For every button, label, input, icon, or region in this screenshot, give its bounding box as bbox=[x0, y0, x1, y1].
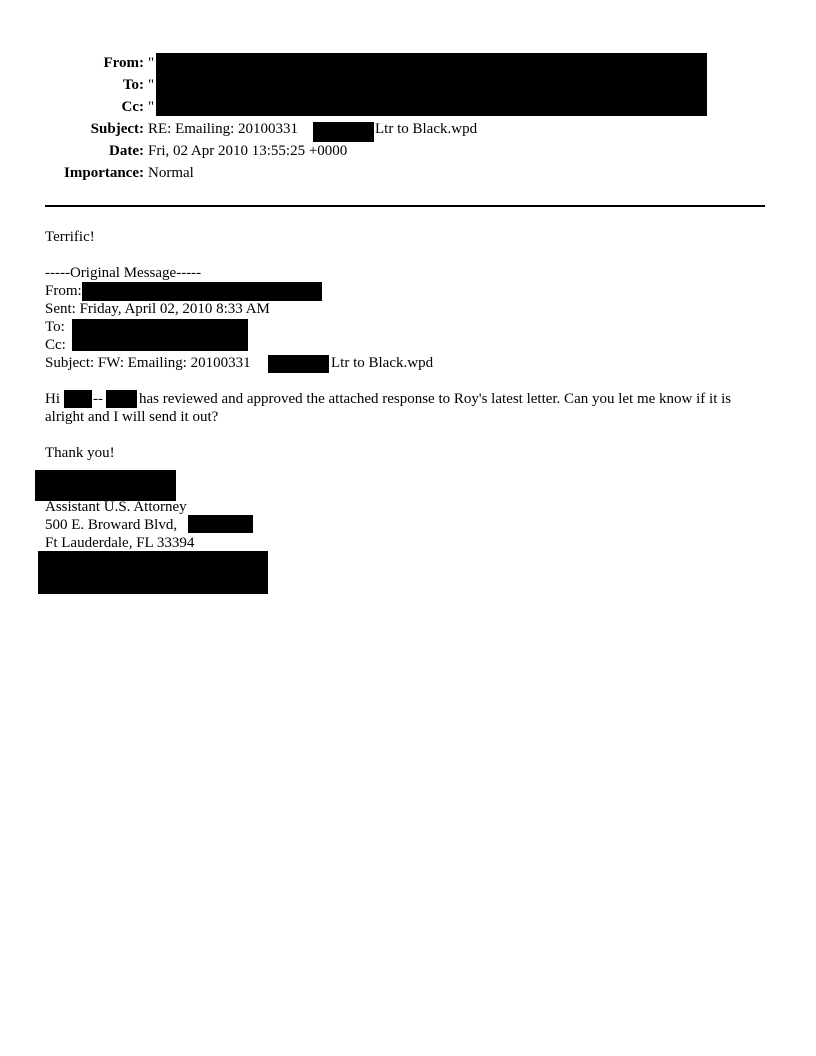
cc-label: Cc: bbox=[121, 99, 144, 115]
signature-address2: Ft Lauderdale, FL 33394 bbox=[45, 535, 195, 551]
header-divider bbox=[45, 205, 765, 207]
from-value: " bbox=[148, 55, 155, 71]
importance-label: Importance: bbox=[64, 165, 144, 181]
original-cc-label: Cc: bbox=[45, 337, 66, 353]
subject-value-suffix: Ltr to Black.wpd bbox=[375, 121, 478, 137]
message-line1: has reviewed and approved the attached response to Roy's latest letter. Can you let me know if it is bbox=[139, 391, 732, 407]
original-subject-suffix: Ltr to Black.wpd bbox=[331, 355, 434, 371]
date-value: Fri, 02 Apr 2010 13:55:25 +0000 bbox=[148, 143, 348, 159]
original-subject-prefix: Subject: FW: Emailing: 20100331 bbox=[45, 355, 251, 371]
message-hi: Hi bbox=[45, 391, 60, 407]
redaction-header-recipients bbox=[156, 53, 707, 116]
redaction-subject bbox=[313, 122, 374, 142]
subject-value-prefix: RE: Emailing: 20100331 bbox=[148, 121, 298, 137]
redaction-address-suite bbox=[188, 515, 253, 533]
original-sent: Sent: Friday, April 02, 2010 8:33 AM bbox=[45, 301, 270, 317]
cc-value: " bbox=[148, 99, 155, 115]
from-label: From: bbox=[103, 55, 144, 71]
subject-label: Subject: bbox=[90, 121, 144, 137]
signature-address1: 500 E. Broward Blvd, bbox=[45, 517, 178, 533]
thanks-text: Thank you! bbox=[45, 445, 115, 461]
to-label: To: bbox=[122, 77, 144, 93]
redaction-signature-contact bbox=[38, 551, 268, 594]
to-value: " bbox=[148, 77, 155, 93]
signature-title: Assistant U.S. Attorney bbox=[45, 499, 187, 515]
message-line2: alright and I will send it out? bbox=[45, 409, 219, 425]
redaction-approver-name bbox=[106, 390, 137, 408]
redaction-original-recipients bbox=[72, 319, 248, 351]
original-message-marker: -----Original Message----- bbox=[45, 265, 202, 281]
redaction-original-from bbox=[82, 282, 322, 301]
original-to-label: To: bbox=[45, 319, 65, 335]
original-from-label: From: bbox=[45, 283, 82, 299]
message-dash: -- bbox=[93, 391, 103, 407]
redaction-greeting-name bbox=[64, 390, 92, 408]
redaction-original-subject bbox=[268, 355, 329, 373]
date-label: Date: bbox=[109, 143, 144, 159]
reply-text: Terrific! bbox=[45, 229, 95, 245]
redaction-signature-name bbox=[35, 470, 176, 501]
importance-value: Normal bbox=[148, 165, 194, 181]
